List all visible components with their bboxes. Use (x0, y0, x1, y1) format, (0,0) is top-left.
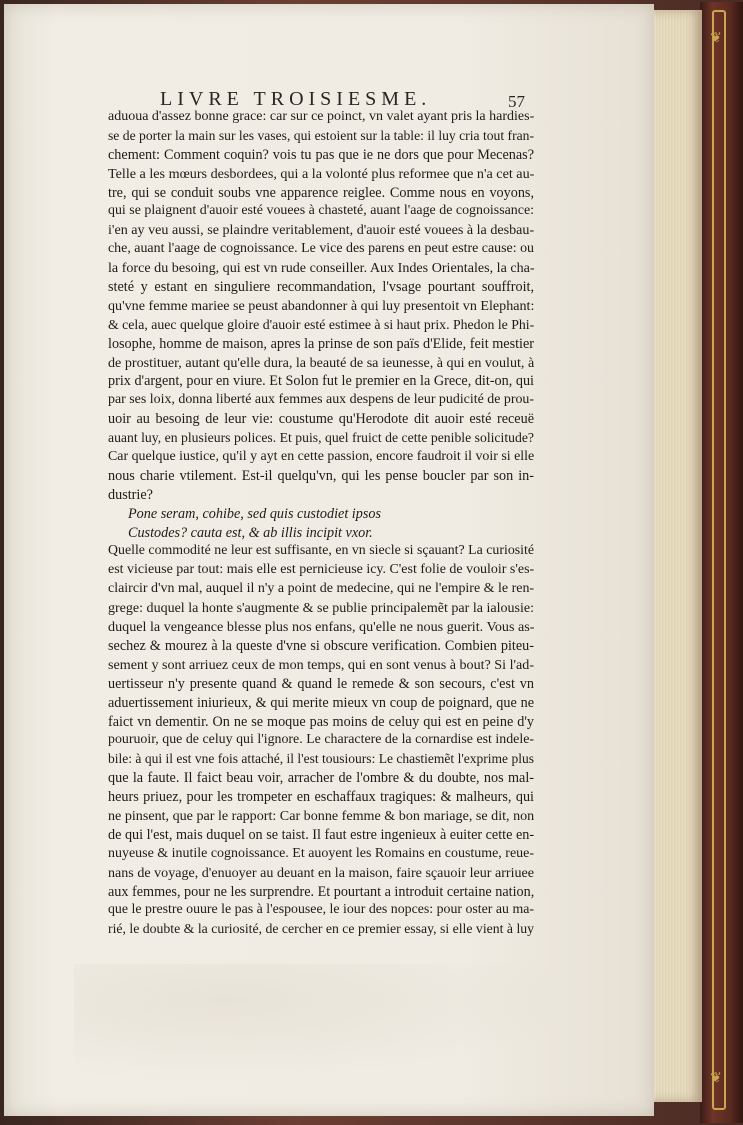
text-line: de prostituer, autant qu'elle dura, la beauté de sa ieunesse, à qui en voulut, à (108, 354, 535, 371)
text-line: heurs priuez, pour les trompeter en eschaffaux tragiques: & malheurs, qui (108, 789, 534, 806)
text-line: duquel la vengeance blesse plus nos enfans, qu'elle ne nous guerit. Vous as- (108, 619, 535, 636)
text-line: che, auant l'aage de cognoissance. Le vice des parens en peut estre cause: ou (108, 241, 534, 257)
page-edges (650, 10, 702, 1102)
text-line: Quelle commodité ne leur est suffisante, en vn siecle si sçauant? La curiosité (108, 543, 534, 559)
text-line: i'en ay veu aussi, se plaindre veritablement, d'auoir esté vouees à la desbau- (108, 222, 535, 239)
text-line: aux femmes, pour ne les surprendre. Et pourtant a introduit certaine nation, (108, 883, 535, 900)
text-line: nans de voyage, d'enuoyer au deuant en la maison, faire sçauoir leur arriuee (108, 864, 534, 881)
text-line: pouruoir, que de celuy qui l'ignore. Le charactere de la cornardise est indele- (108, 732, 534, 748)
text-line: ne pinsent, que par le rapport: Car bonne femme & bon mariage, se dit, non (108, 807, 535, 824)
text-line: que le prestre ouure le pas à l'espousee, le iour des nopces: pour oster au ma- (108, 902, 534, 918)
text-line: la force du besoing, qui est vn rude conseiller. Aux Indes Orientales, la cha- (108, 260, 535, 277)
page-number: 57 (508, 92, 525, 111)
quote-line: Pone seram, cohibe, sed quis custodiet ipsos (128, 505, 381, 522)
text-line: par ses loix, donna liberté aux femmes aux despens de leur pudicité de prou- (108, 392, 535, 408)
text-line: grege: duquel la honte s'augmente & se publie principalemẽt par la ialousie: (108, 600, 534, 617)
show-through (74, 964, 574, 1084)
text-line: prix d'argent, pour en viure. Et Solon fut le premier en la Grece, dit-on, qui (108, 373, 534, 390)
text-line: aduertissement iniurieux, & qui merite mieux vn coup de poignard, que ne (108, 694, 534, 711)
text-line: qui se plaignent d'auoir esté vouees à chasteté, auant l'aage de cognoissance: (108, 203, 534, 219)
text-line: aduoua d'assez bonne grace: car sur ce poinct, vn valet ayant pris la hardies- (108, 109, 535, 124)
text-line: bile: à qui il est vne fois attaché, il l'est tousiours: Le chastiemẽt l'exprime plus (108, 751, 534, 767)
text-line: nous charie vtilement. Est-il quelqu'vn, qui les pense boucler par son in- (108, 467, 534, 484)
text-line: chement: Comment coquin? vois tu pas que ie ne dors que pour Mecenas? (108, 146, 534, 163)
page-text (108, 108, 534, 939)
text-line: de qui l'est, mais duquel on se taist. Il faut estre ingenieux à euiter cette en- (108, 826, 535, 843)
gilt-ornament-icon: ❦ (710, 30, 722, 46)
text-line: dustrie? (108, 486, 153, 503)
text-line: uoir au besoing de leur vie: coustume qu'Herodote dit auoir esté receuë (108, 411, 534, 428)
text-line: qu'vne femme mariee se peust abandonner à qui luy presentoit vn Elephant: (108, 297, 535, 314)
text-line: Telle a les mœurs desbordees, qui a la volonté plus reformee que n'a cet au- (108, 165, 535, 182)
text-line: Car quelque iustice, qu'il y ayt en cette passion, encore faudroit il voir si elle (108, 449, 535, 465)
text-line: uertisseur n'y presente quand & quand le remede & son secours, c'est vn (108, 675, 534, 692)
text-line: faict vn dementir. On ne se moque pas moins de celuy qui est en peine d'y (108, 713, 534, 730)
quote-line: Custodes? cauta est, & ab illis incipit vxor. (128, 524, 373, 541)
text-line: rié, le doubte & la curiosité, de cercher en ce premier essay, si elle vient à luy (108, 921, 535, 937)
text-line: tre, qui se conduit soubs vne apparence reiglee. Comme nous en voyons, (108, 184, 534, 201)
text-line: losophe, homme de maison, apres la prinse de son païs d'Elide, feit mestier (108, 335, 534, 352)
text-line: se de porter la main sur les vases, qui estoient sur la table: il luy cria tout fran- (108, 127, 534, 143)
text-line: sement y sont arriuez ceux de mon temps, qui en sont venus à bout? Si l'ad- (108, 656, 535, 673)
text-line: nuyeuse & inutile cognoissance. Et auoyent les Romains en coustume, reue- (108, 845, 534, 861)
gilt-border (712, 10, 726, 1110)
gilt-ornament-icon: ❦ (710, 1070, 722, 1086)
text-line: auant luy, en plusieurs polices. Et puis, quel fruict de cette penible solicitude? (108, 430, 534, 446)
text-line: & cela, auec quelque gloire d'auoir esté estimee à si haut prix. Phedon le Phi- (108, 316, 535, 332)
text-line: est vicieuse par tout: mais elle est pernicieuse icy. C'est folie de vouloir s'es- (108, 562, 535, 578)
text-line: que la faute. Il faict beau voir, arracher de l'ombre & du doubte, nos mal- (108, 770, 534, 787)
text-line: claircir d'vn mal, auquel il n'y a point de medecine, qui ne l'empire & le ren- (108, 581, 535, 597)
text-line: steté y estant en singuliere recommandation, l'vsage pourtant souffroit, (108, 279, 534, 296)
text-line: sechez & mourez à la queste d'vne si obscure verification. Combien piteu- (108, 637, 534, 654)
running-title: LIVRE TROISIESME. (160, 88, 432, 110)
